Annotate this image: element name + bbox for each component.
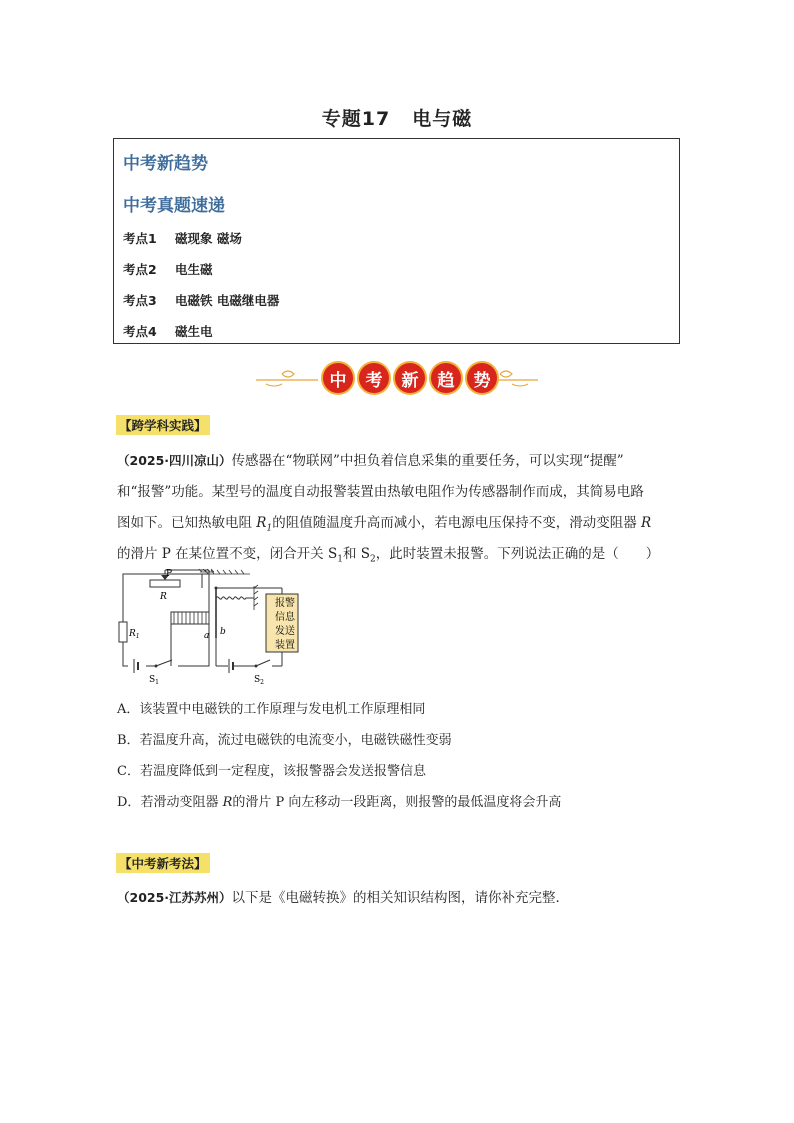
option-b[interactable]: B．若温度升高，流过电磁铁的电流变小，电磁铁磁性变弱 [117,733,452,748]
banner-char: 趋 [429,361,463,395]
table-of-contents [113,138,680,344]
banner-char: 势 [465,361,499,395]
option-a[interactable]: A．该装置中电磁铁的工作原理与发电机工作原理相同 [117,702,426,717]
toc-item-2[interactable]: 考点2 电生磁 [123,262,213,277]
toc-item-3[interactable]: 考点3 电磁铁 电磁继电器 [123,293,280,308]
q1-line-4: 的滑片 P 在某位置不变，闭合开关 $S_1$和 $S_2$，此时装置未报警。下列说法正确的是（ ） [117,546,660,565]
svg-text:发送: 发送 [275,626,295,637]
q1-tag: 【跨学科实践】 [116,415,210,435]
section-banner [252,360,542,396]
svg-text:报警: 报警 [275,598,295,609]
toc-item-4[interactable]: 考点4 磁生电 [123,324,213,339]
q2-tag: 【中考新考法】 [116,853,210,873]
q1-line-2: 和“报警”功能。某型号的温度自动报警装置由热敏电阻作为传感器制作而成，其简易电路 [117,484,644,500]
circuit-diagram [116,568,312,686]
q1-line-1: （2025·四川凉山）传感器在“物联网”中担负着信息采集的重要任务，可以实现“提醒” [117,453,624,469]
label-p: P [166,569,173,579]
banner-char: 新 [393,361,427,395]
label-r1: $R_1$ [129,629,140,640]
banner-char: 考 [357,361,391,395]
label-s2: $S_2$ [254,675,264,686]
svg-text:装置: 装置 [275,640,295,651]
label-s1: $S_1$ [149,675,159,686]
title-name: 电与磁 [412,108,473,130]
rheostat [150,580,180,587]
toc-heading-trend[interactable]: 中考新趋势 [123,154,208,174]
q1-line-3: 图如下。已知热敏电阻 $R_1$的阻值随温度升高而减小，若电源电压保持不变，滑动变阻器 R [117,515,652,534]
q2-source: （2025·江苏苏州） [117,890,232,905]
option-d[interactable]: D．若滑动变阻器 R的滑片 P 向左移动一段距离，则报警的最低温度将会升高 [117,795,562,810]
banner-char: 中 [321,361,355,395]
option-c[interactable]: C．若温度降低到一定程度，该报警器会发送报警信息 [117,764,426,779]
toc-item-1[interactable]: 考点1 磁现象 磁场 [123,231,242,246]
label-b: b [220,627,226,637]
q2-line: （2025·江苏苏州）以下是《电磁转换》的相关知识结构图，请你补充完整． [117,890,570,906]
label-r: R [160,592,167,602]
toc-heading-real-questions[interactable]: 中考真题速递 [123,196,225,216]
q1-source: （2025·四川凉山） [117,453,232,468]
thermistor [119,622,127,642]
svg-text:信息: 信息 [275,612,295,623]
label-a: a [204,631,210,641]
title-number: 专题17 [321,108,391,130]
page-title [0,104,794,131]
